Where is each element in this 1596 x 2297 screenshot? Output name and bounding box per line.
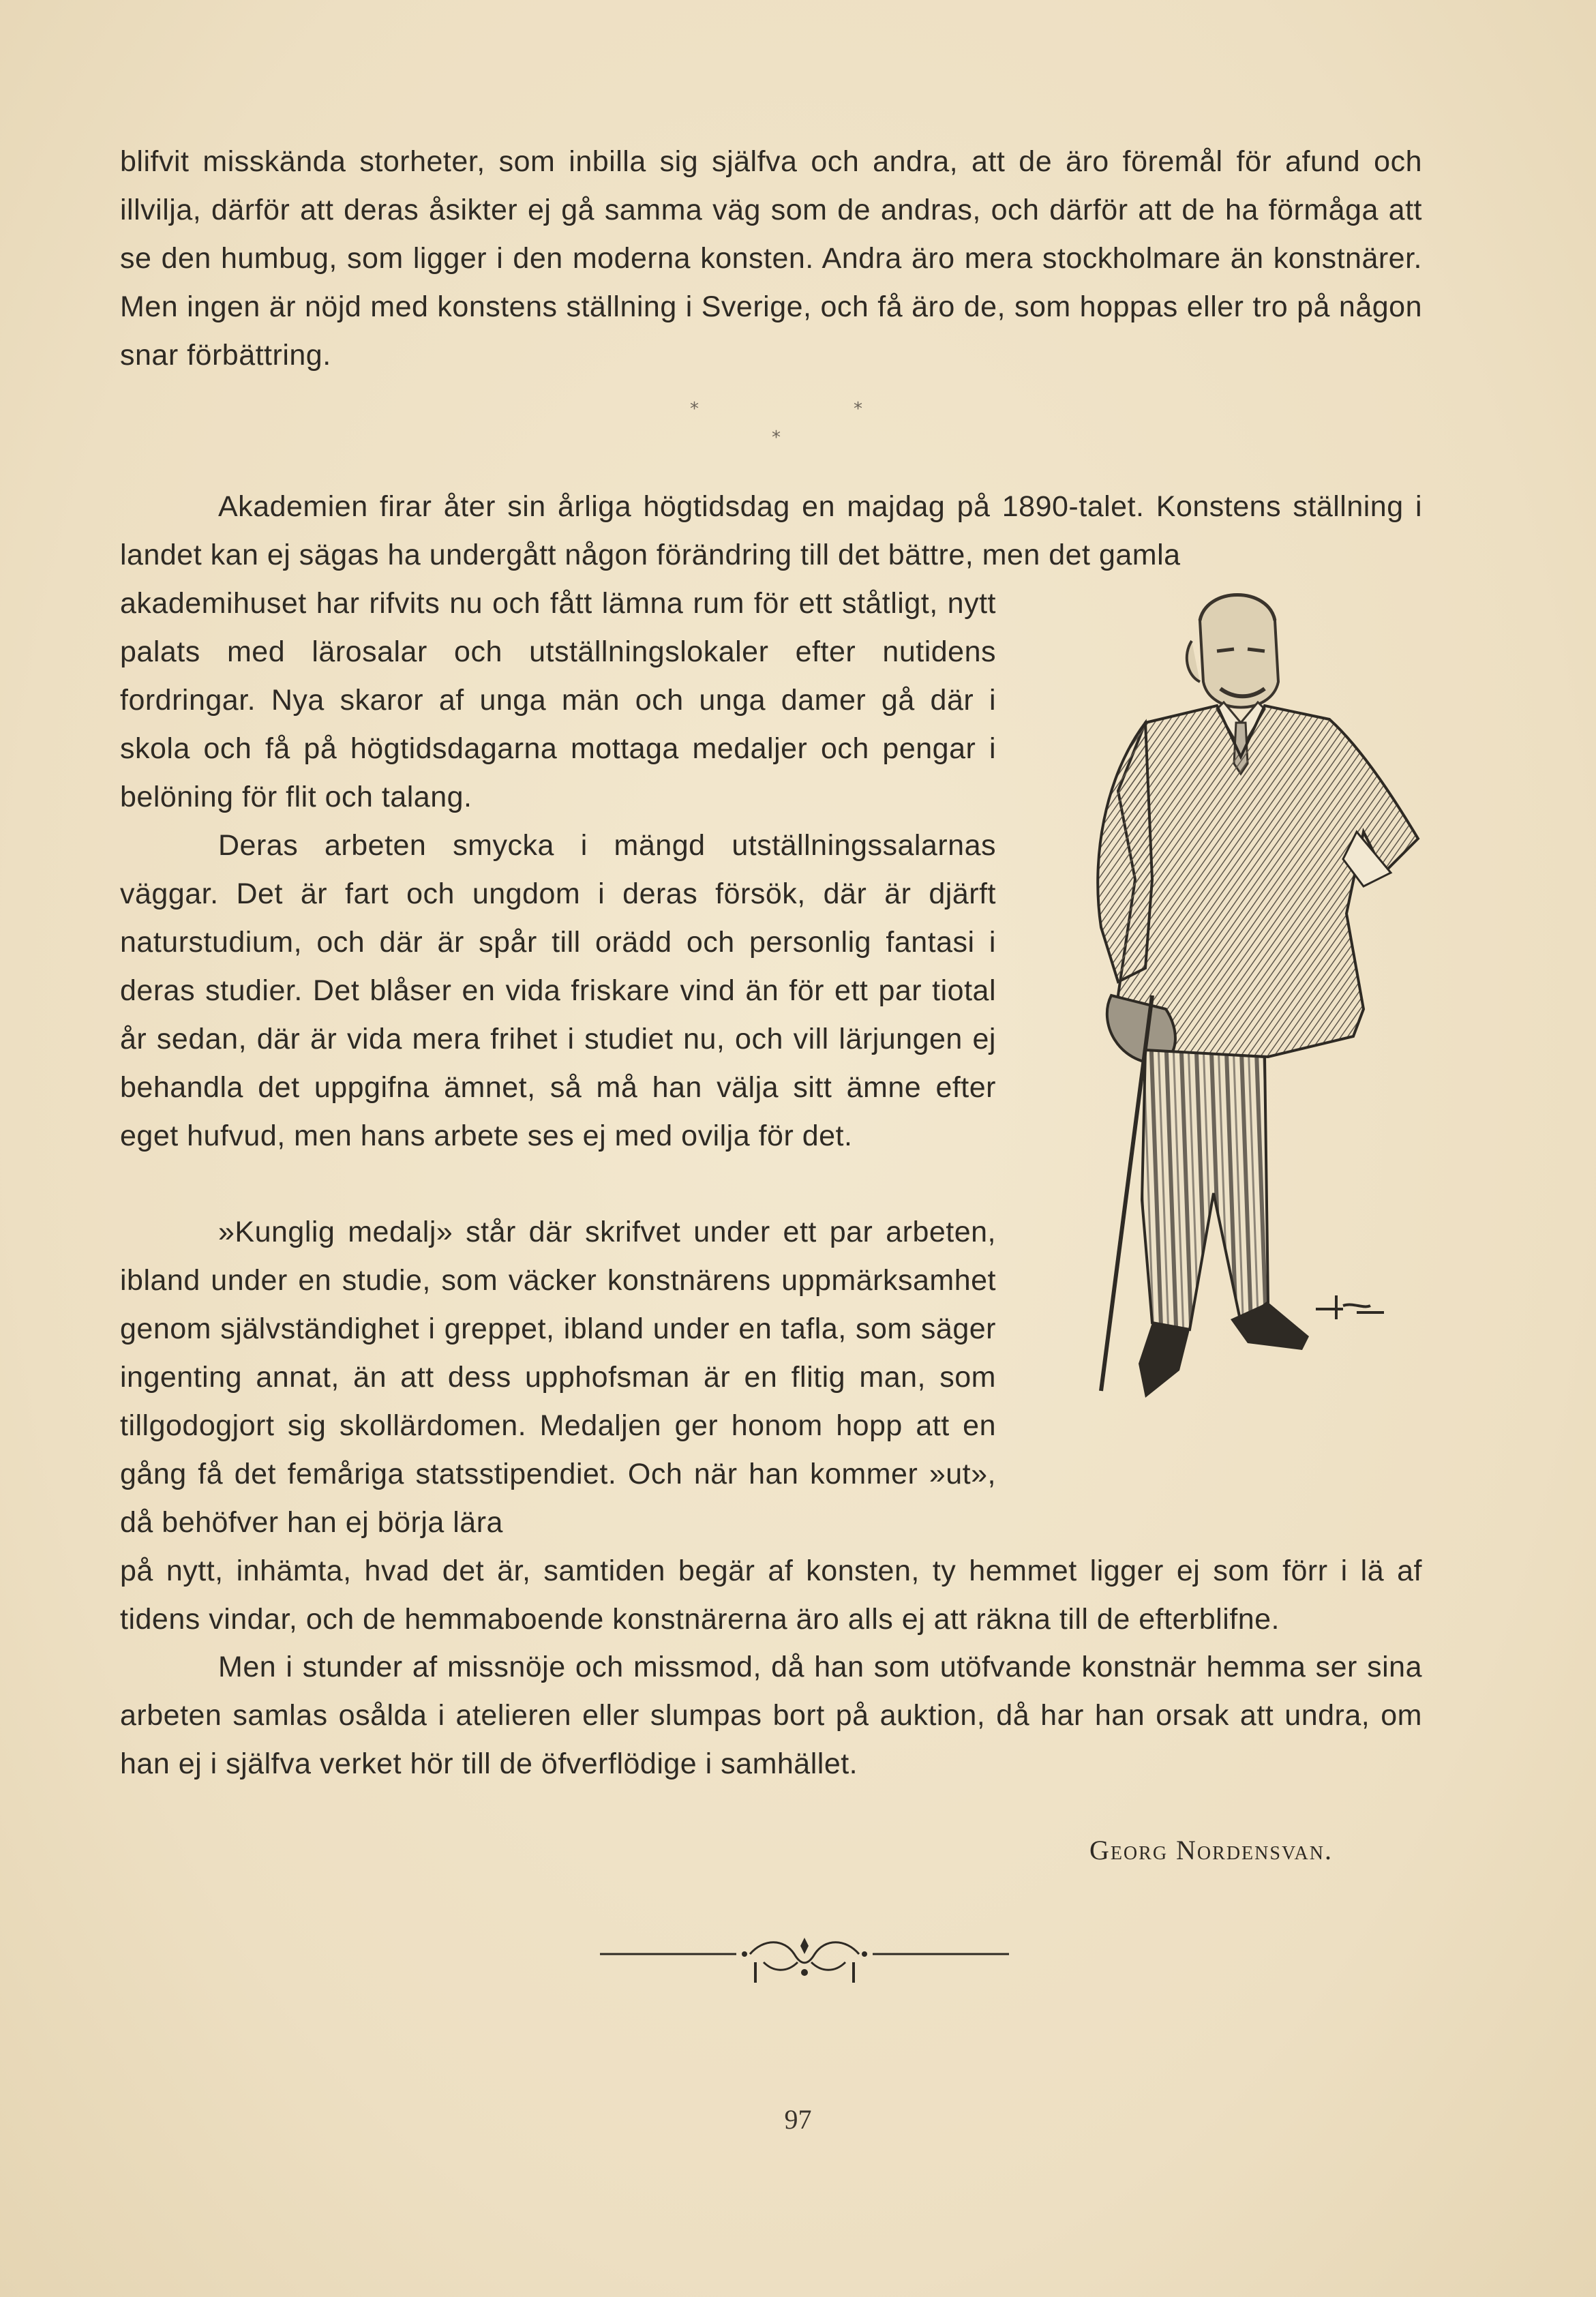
figure-shoe-left <box>1139 1323 1190 1398</box>
paragraph-4-wrapped <box>120 1547 1422 1644</box>
paragraph-2-wrapped <box>120 580 996 822</box>
paragraph-2: Akademien firar åter sin årliga högtidsdag en majdag på 1890-talet. Konstens ställning i landet kan ej sägas ha undergått någon förändring till det bättre, men det gamla <box>120 490 1422 571</box>
asterism-star-bottom: * <box>772 427 781 448</box>
asterism-star-left: * <box>690 399 699 419</box>
figure-head <box>1187 595 1278 708</box>
gentleman-illustration <box>1043 586 1425 1561</box>
ornamental-divider <box>600 1935 1009 1990</box>
figure-trousers <box>1142 1050 1268 1330</box>
asterism-divider <box>0 399 1596 453</box>
author-signature: Georg Nordensvan. <box>1089 1835 1333 1865</box>
paragraph-4: »Kunglig medalj» står där skrifvet under ett par arbeten, ibland under en studie, som väcker konstnärens uppmärksamhet genom självständighet i greppet, ibland under en tafla, som säger ingenting annat, än att dess upphofsman är en flitig man, som tillgodogjort sig skollärdomen. Medaljen ger honom hopp att en gång få det femåriga statsstipendiet. Och när han kommer »ut», då behöfver han ej börja lära <box>120 1216 996 1539</box>
artist-monogram-icon <box>1316 1295 1384 1319</box>
paragraph-3: Deras arbeten smycka i mängd utställningssalarnas väggar. Det är fart och ungdom i deras försök, där är djärft naturstudium, och där är spår till orädd och personlig fantasi i deras studier. Det blåser en vida friskare vind än för ett par tiotal år sedan, där är vida mera frihet i studiet nu, och vill lärjungen ej behandla det uppgifna ämnet, så må han välja sitt ämne efter eget hufvud, men hans arbete ses ej med ovilja för det. <box>120 829 996 1152</box>
paragraph-2-continued: akademihuset har rifvits nu och fått lämna rum för ett ståtligt, nytt palats med lärosalar och utställningslokaler efter nutidens fordringar. Nya skaror af unga män och unga damer gå där i skola och få på högtidsdagarna mottaga medaljer och pengar i belöning för flit och talang. <box>120 587 996 813</box>
paragraph-4-continued: på nytt, inhämta, hvad det är, samtiden begär af konsten, ty hemmet ligger ej som förr i lä af tidens vindar, och de hemmaboende konstnärerna äro alls ej att räkna till de efterblifne. <box>120 1555 1422 1636</box>
page-number: 97 <box>784 2104 812 2135</box>
asterism-star-right: * <box>854 399 862 419</box>
paragraph-5: Men i stunder af missnöje och missmod, då han som utöfvande konstnär hemma ser sina arbeten samlas osålda i atelieren eller slumpas bort på auktion, då har han orsak att undra, om han ej i själfva verket hör till de öfverflödige i samhället. <box>120 1651 1422 1780</box>
paragraph-1: blifvit misskända storheter, som inbilla sig själfva och andra, att de äro föremål för afund och illvilja, därför att deras åsikter ej gå samma väg som de andras, och därför att de ha förmåga att se den humbug, som ligger i den moderna konsten. Andra äro mera stockholmare än konstnärer. Men ingen är nöjd med konstens ställning i Sverige, och få äro de, som hoppas eller tro på någon snar förbättring. <box>120 145 1422 372</box>
